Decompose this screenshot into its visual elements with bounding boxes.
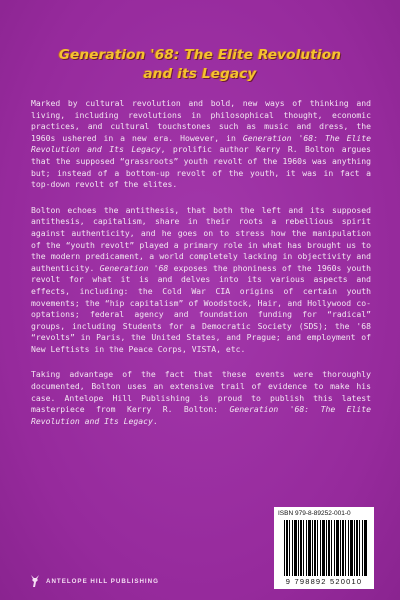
isbn-label: ISBN 979-8-89252-001-0 [278,510,351,517]
blurb-paragraph-3 [31,369,371,427]
title-line-2: and its Legacy [143,66,257,82]
blurb-paragraph-2 [31,205,371,356]
paragraph-1-text-b: , prolific author Kerry R. Bolton argues that the supposed “grassroots” youth revolt of the 1960s was anything but; instead of a bottom-up revolt of the youth, it was in fact a top-down revolt of the elites. [31,144,371,190]
paragraph-2-text-b: exposes the phoniness of the 1960s youth revolt for what it is and delves into its various aspects and effects, including: the Cold War CIA origins of certain youth movements; the “hip capitalism” of Woodstock, Hair, and Hollywood co-optations; federal agency and foundation funding for “radical” groups, including Students for a Democratic Society (SDS); the '68 “revolts” in Paris, the United States, and Prague; and employment of New Leftists in the Peace Corps, VISTA, etc. [31,262,371,354]
barcode-number: 9 798892 520010 [285,577,363,586]
barcode-icon [284,520,368,576]
paragraph-3-text-a: Taking advantage of the fact that these events were thoroughly documented, Bolton uses an extensive trail of evidence to make his case. Antelope Hill Publishing is proud to publish this latest masterpiece from Kerry R. Bolton: [31,369,371,415]
paragraph-1-italic-title: Generation '68: The Elite Revolution and Its Legacy [31,132,371,155]
paragraph-2-italic-title: Generation '68 [99,262,169,273]
title-line-1: Generation '68: The Elite Revolution [58,47,342,63]
book-title [30,46,370,84]
paragraph-2-text-a: Bolton echoes the antithesis, that both the left and its supposed antithesis, capitalism, share in their roots a rebellious spirit against authenticity, and he goes on to stress how the manipulation of the “youth revolt” played a primary role in what has brought us to the modern predicament, a world completely lacking in objectivity and authenticity. [31,204,371,273]
paragraph-1-text-a: Marked by cultural revolution and bold, new ways of thinking and living, including revolutions in philosophical thought, economic practices, and cultural touchstones such as music and dress, the 1960s ushered in a new era. However, in [31,98,371,143]
blurb-paragraph-1 [31,98,371,191]
antelope-logo-icon [28,574,40,588]
barcode-block [274,507,374,589]
publisher-imprint [28,574,159,588]
publisher-name: ANTELOPE HILL PUBLISHING [46,577,159,585]
blurb [31,98,371,441]
paragraph-3-text-b: . [152,415,158,426]
paragraph-3-italic-title: Generation '68: The Elite Revolution and Its Legacy [31,404,371,426]
